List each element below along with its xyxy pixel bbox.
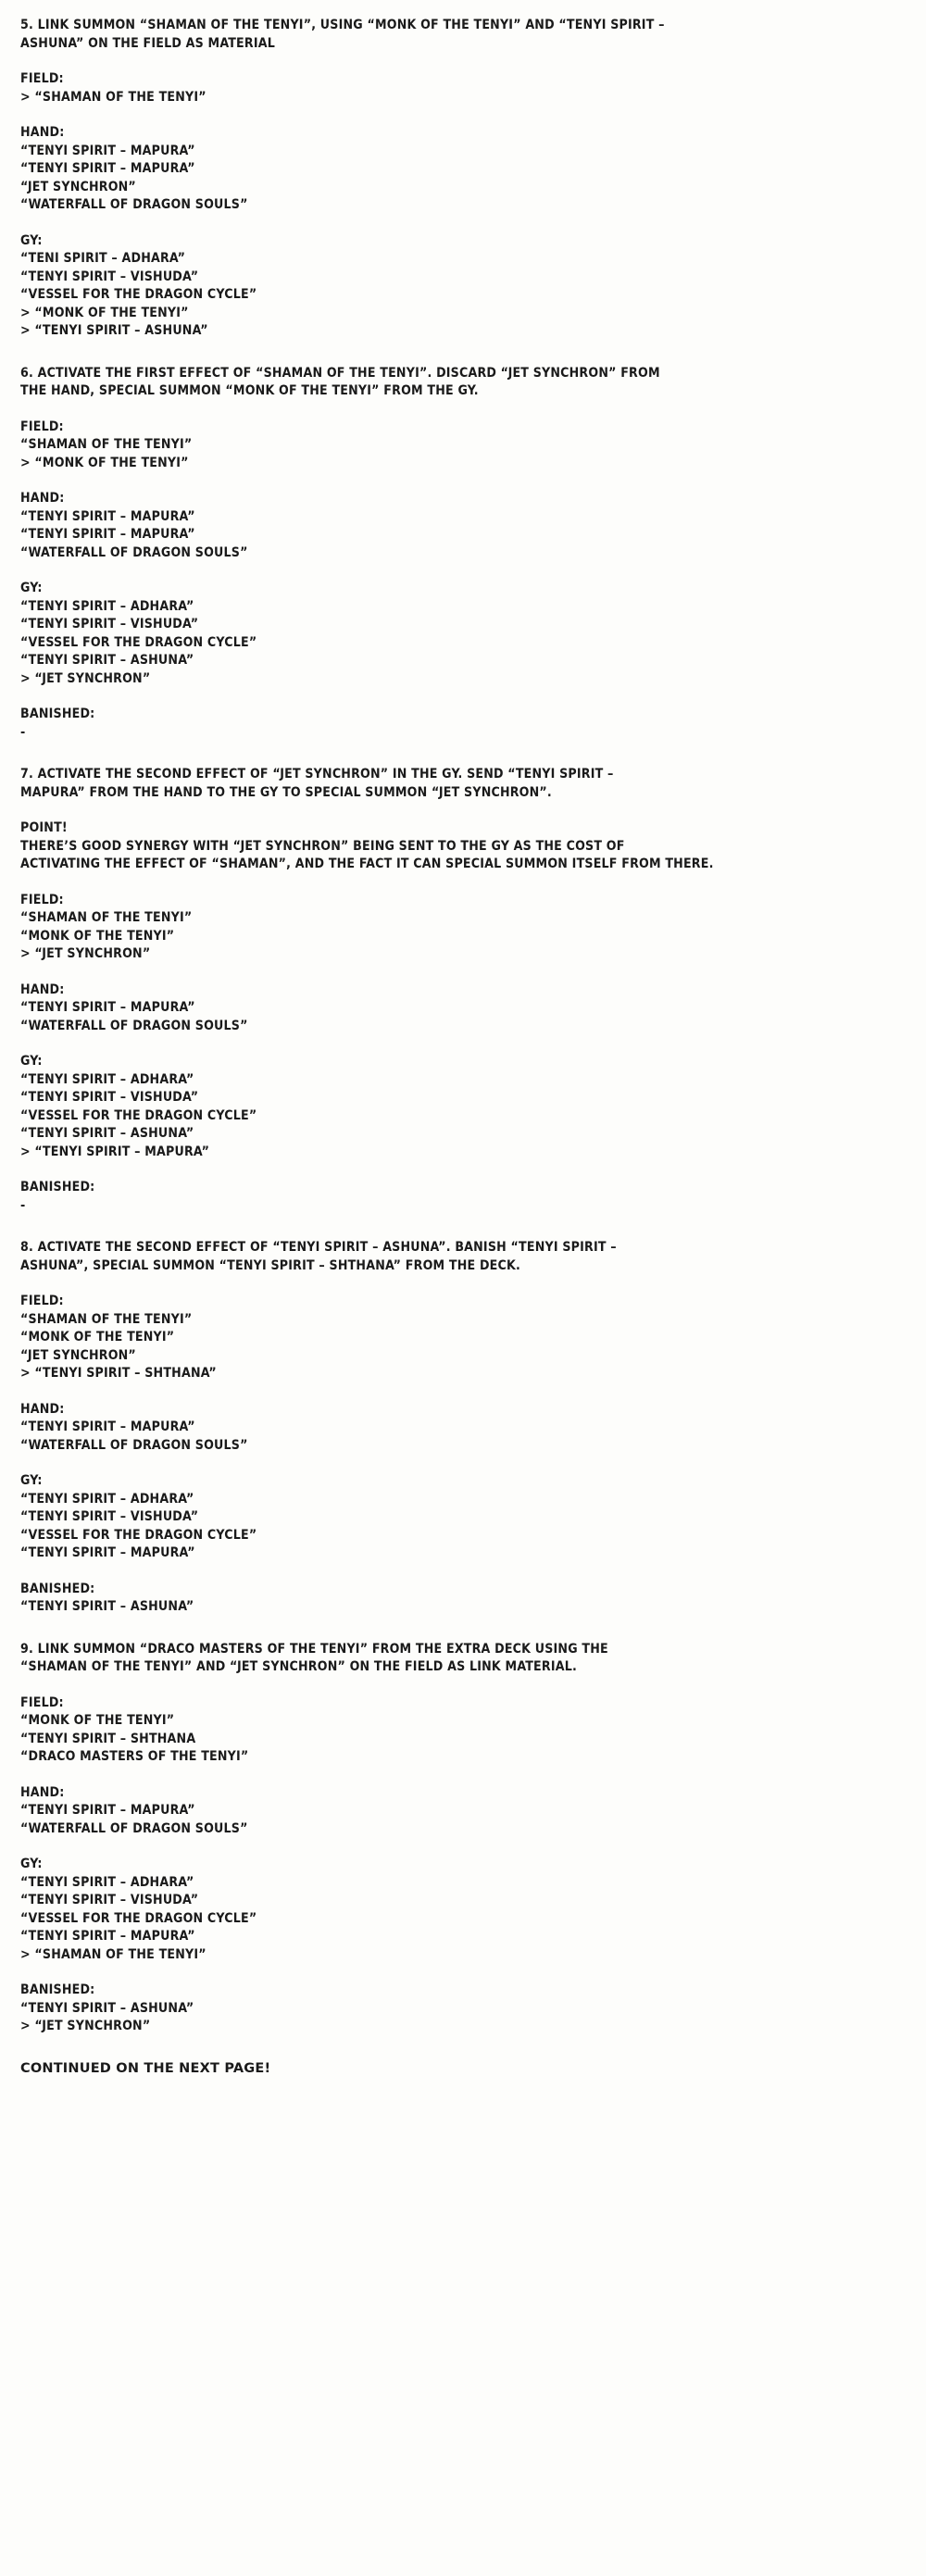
card-entry: “TENYI SPIRIT – MAPURA” <box>20 1803 195 1818</box>
footer-spacer <box>20 2036 906 2060</box>
card-entry: “TENYI SPIRIT – VISHUDA” <box>20 1090 199 1105</box>
card-entry: “TENYI SPIRIT – SHTHANA <box>20 1731 196 1746</box>
card-entry: “TENYI SPIRIT – VISHUDA” <box>20 1893 199 1907</box>
card-entry: “VESSEL FOR THE DRAGON CYCLE” <box>20 287 257 302</box>
card-entry: “VESSEL FOR THE DRAGON CYCLE” <box>20 1527 257 1543</box>
card-entry: “TENYI SPIRIT – MAPURA” <box>20 1929 195 1944</box>
card-entry: “VESSEL FOR THE DRAGON CYCLE” <box>20 1107 257 1123</box>
zone-label: HAND: <box>20 982 65 997</box>
step-heading-line: 7. ACTIVATE THE SECOND EFFECT OF “JET SYNCHRON” IN THE GY. SEND “TENYI SPIRIT – <box>20 767 614 782</box>
continued-note: CONTINUED ON THE NEXT PAGE! <box>20 2060 271 2076</box>
card-entry: “DRACO MASTERS OF THE TENYI” <box>20 1749 249 1764</box>
card-entry: “TENYI SPIRIT – ASHUNA” <box>20 1599 194 1614</box>
zone-label: HAND: <box>20 1784 65 1800</box>
card-entry: “WATERFALL OF DRAGON SOULS” <box>20 1437 248 1453</box>
spacer <box>20 1964 906 1982</box>
step-heading-line: 6. ACTIVATE THE FIRST EFFECT OF “SHAMAN OF THE TENYI”. DISCARD “JET SYNCHRON” FROM <box>20 365 660 381</box>
zone-label: GY: <box>20 232 43 248</box>
block-spacer <box>20 742 906 766</box>
spacer <box>20 562 906 580</box>
card-entry: “TENYI SPIRIT – ADHARA” <box>20 1491 194 1507</box>
step-block <box>20 1641 906 2036</box>
zone-label: GY: <box>20 581 43 595</box>
step-block <box>20 766 906 1215</box>
card-entry: “MONK OF THE TENYI” <box>20 928 175 944</box>
point-label: POINT! <box>20 820 68 835</box>
step-block <box>20 1239 906 1617</box>
card-entry: > “MONK OF THE TENYI” <box>20 455 189 470</box>
step-heading-line: ASHUNA”, SPECIAL SUMMON “TENYI SPIRIT – SHTHANA” FROM THE DECK. <box>20 1257 520 1273</box>
spacer <box>20 1767 906 1784</box>
card-entry: “WATERFALL OF DRAGON SOULS” <box>20 1820 248 1836</box>
card-entry: “JET SYNCHRON” <box>20 1347 136 1363</box>
zone-label: FIELD: <box>20 419 64 434</box>
step-heading-line: MAPURA” FROM THE HAND TO THE GY TO SPECIAL SUMMON “JET SYNCHRON”. <box>20 784 552 800</box>
zone-label: FIELD: <box>20 892 64 907</box>
zone-label: HAND: <box>20 125 65 140</box>
zone-label: GY: <box>20 1857 43 1871</box>
spacer <box>20 401 906 419</box>
spacer <box>20 1275 906 1293</box>
card-entry: “MONK OF THE TENYI” <box>20 1713 175 1728</box>
step-heading-line: THE HAND, SPECIAL SUMMON “MONK OF THE TENYI” FROM THE GY. <box>20 383 479 398</box>
step-block <box>20 17 906 341</box>
spacer <box>20 215 906 232</box>
card-entry: > “SHAMAN OF THE TENYI” <box>20 1946 206 1962</box>
card-entry: - <box>20 724 26 740</box>
card-entry: “TENYI SPIRIT – VISHUDA” <box>20 617 199 631</box>
zone-label: BANISHED: <box>20 1180 95 1194</box>
card-entry: “TENYI SPIRIT – ADHARA” <box>20 598 194 614</box>
card-entry: “TENYI SPIRIT – ASHUNA” <box>20 653 194 668</box>
zone-label: HAND: <box>20 1401 65 1417</box>
spacer <box>20 1563 906 1581</box>
spacer <box>20 1161 906 1179</box>
zone-label: HAND: <box>20 491 65 506</box>
card-entry: “TENYI SPIRIT – MAPURA” <box>20 161 195 176</box>
block-spacer <box>20 1215 906 1239</box>
step-heading-line: “SHAMAN OF THE TENYI” AND “JET SYNCHRON” ON THE FIELD AS LINK MATERIAL. <box>20 1659 577 1674</box>
card-entry: “TENYI SPIRIT – VISHUDA” <box>20 1509 199 1524</box>
card-entry: “TENYI SPIRIT – VISHUDA” <box>20 269 199 284</box>
card-entry: “SHAMAN OF THE TENYI” <box>20 1311 193 1327</box>
card-entry: “SHAMAN OF THE TENYI” <box>20 910 193 925</box>
step-heading-line: 9. LINK SUMMON “DRACO MASTERS OF THE TENYI” FROM THE EXTRA DECK USING THE <box>20 1641 608 1657</box>
zone-label: FIELD: <box>20 71 64 86</box>
card-entry: “TENYI SPIRIT – ASHUNA” <box>20 1126 194 1141</box>
card-entry: > “JET SYNCHRON” <box>20 670 151 686</box>
step-heading-line: 5. LINK SUMMON “SHAMAN OF THE TENYI”, USING “MONK OF THE TENYI” AND “TENYI SPIRIT – <box>20 18 665 32</box>
card-entry: “JET SYNCHRON” <box>20 179 136 194</box>
card-entry: > “TENYI SPIRIT – SHTHANA” <box>20 1366 217 1381</box>
card-entry: > “JET SYNCHRON” <box>20 2019 151 2033</box>
zone-label: GY: <box>20 1473 43 1488</box>
block-spacer <box>20 341 906 365</box>
spacer <box>20 1455 906 1472</box>
card-entry: “TENYI SPIRIT – MAPURA” <box>20 1000 195 1015</box>
card-entry: > “MONK OF THE TENYI” <box>20 305 189 320</box>
card-entry: “TENYI SPIRIT – ADHARA” <box>20 1071 194 1087</box>
point-text-line: ACTIVATING THE EFFECT OF “SHAMAN”, AND THE FACT IT CAN SPECIAL SUMMON ITSELF FROM THERE. <box>20 857 714 871</box>
card-entry: “VESSEL FOR THE DRAGON CYCLE” <box>20 634 257 650</box>
spacer <box>20 1035 906 1053</box>
card-entry: - <box>20 1197 26 1213</box>
zone-label: GY: <box>20 1054 43 1069</box>
card-entry: “TENYI SPIRIT – ADHARA” <box>20 1874 194 1890</box>
card-entry: “TENYI SPIRIT – MAPURA” <box>20 1545 195 1560</box>
step-block <box>20 365 906 743</box>
block-spacer <box>20 1617 906 1641</box>
zone-label: BANISHED: <box>20 707 95 721</box>
spacer <box>20 874 906 892</box>
card-entry: > “TENYI SPIRIT – MAPURA” <box>20 1144 210 1159</box>
zone-label: FIELD: <box>20 1694 64 1710</box>
step-heading-line: ASHUNA” ON THE FIELD AS MATERIAL <box>20 35 275 51</box>
spacer <box>20 688 906 706</box>
spacer <box>20 1383 906 1401</box>
spacer <box>20 53 906 70</box>
spacer <box>20 964 906 982</box>
card-entry: “TENYI SPIRIT – MAPURA” <box>20 527 195 542</box>
card-entry: “MONK OF THE TENYI” <box>20 1330 175 1344</box>
card-entry: “TENYI SPIRIT – MAPURA” <box>20 508 195 524</box>
card-entry: “WATERFALL OF DRAGON SOULS” <box>20 1018 248 1033</box>
card-entry: “TENYI SPIRIT – MAPURA” <box>20 143 195 158</box>
card-entry: “SHAMAN OF THE TENYI” <box>20 437 193 452</box>
spacer <box>20 472 906 490</box>
spacer <box>20 106 906 124</box>
point-text-line: THERE’S GOOD SYNERGY WITH “JET SYNCHRON” BEING SENT TO THE GY AS THE COST OF <box>20 838 625 854</box>
spacer <box>20 1838 906 1856</box>
card-entry: > “TENYI SPIRIT – ASHUNA” <box>20 323 208 338</box>
card-entry: “TENYI SPIRIT – ASHUNA” <box>20 2000 194 2016</box>
card-entry: “WATERFALL OF DRAGON SOULS” <box>20 544 248 560</box>
card-entry: “VESSEL FOR THE DRAGON CYCLE” <box>20 1910 257 1926</box>
steps-container <box>20 17 906 2036</box>
spacer <box>20 1677 906 1694</box>
spacer <box>20 802 906 819</box>
zone-label: BANISHED: <box>20 1581 95 1596</box>
card-entry: “TENI SPIRIT – ADHARA” <box>20 251 186 266</box>
card-entry: “WATERFALL OF DRAGON SOULS” <box>20 197 248 212</box>
step-heading-line: 8. ACTIVATE THE SECOND EFFECT OF “TENYI SPIRIT – ASHUNA”. BANISH “TENYI SPIRIT – <box>20 1240 617 1255</box>
card-entry: “TENYI SPIRIT – MAPURA” <box>20 1419 195 1434</box>
card-entry: > “SHAMAN OF THE TENYI” <box>20 89 206 105</box>
zone-label: FIELD: <box>20 1294 64 1308</box>
card-entry: > “JET SYNCHRON” <box>20 946 151 961</box>
zone-label: BANISHED: <box>20 1982 95 1997</box>
